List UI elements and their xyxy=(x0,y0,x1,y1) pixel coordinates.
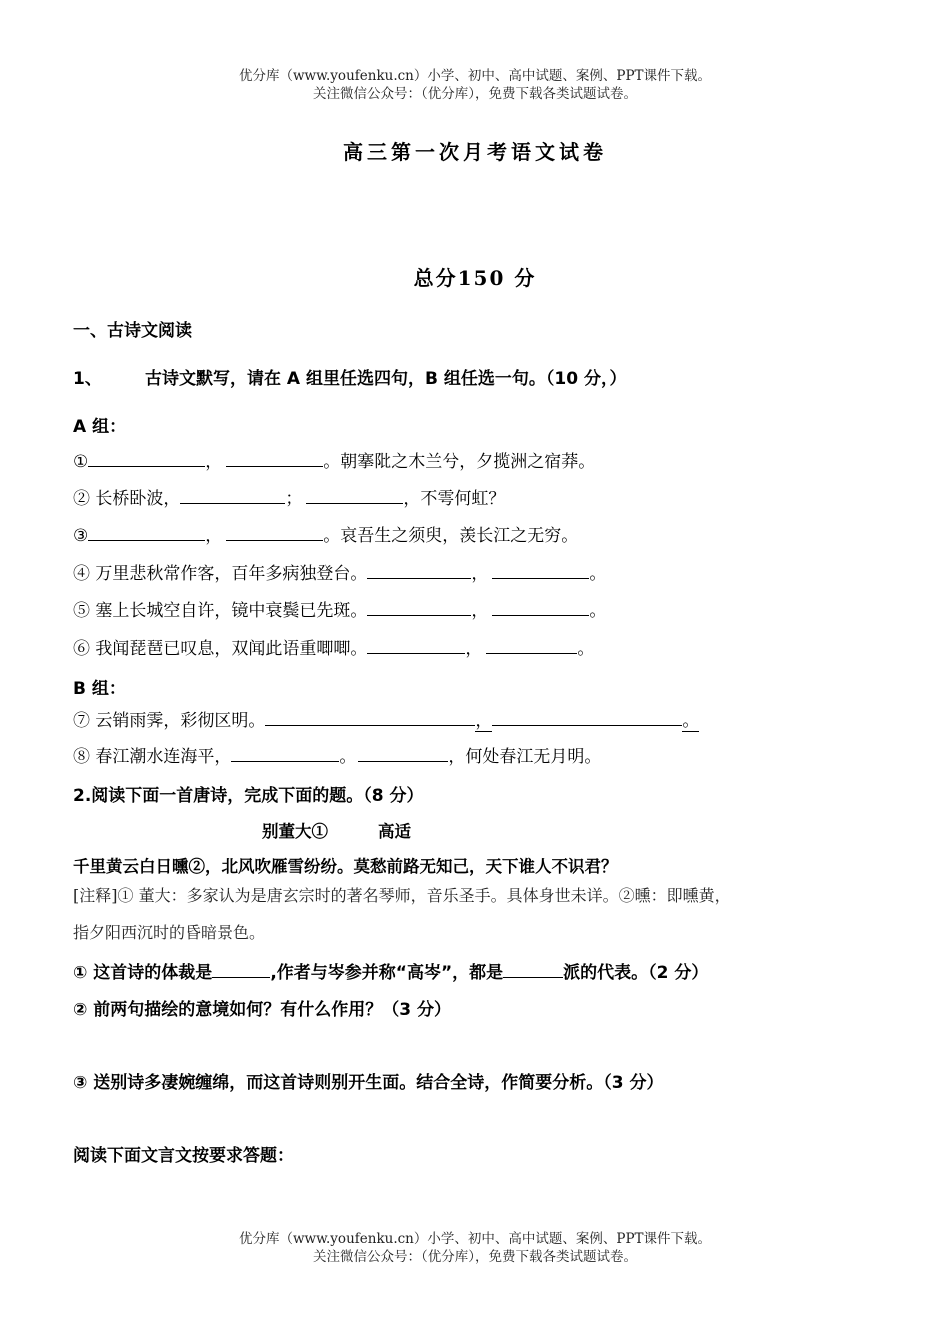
item-separator: ； xyxy=(285,489,303,509)
item-mark: ④ xyxy=(73,564,90,584)
q3-intro: 阅读下面文言文按要求答题： xyxy=(73,1146,294,1166)
item-a4 xyxy=(73,560,606,586)
q2-sub1 xyxy=(73,958,708,983)
footer-line-2: 关注微信公众号：（优分库），免费下载各类试题试卷。 xyxy=(313,1249,637,1265)
item-tail: 。 xyxy=(682,711,700,731)
item-tail: 。 xyxy=(589,564,607,584)
item-separator: ， xyxy=(471,564,489,584)
footer-line-1: 优分库（www.youfenku.cn）小学、初中、高中试题、案例、PPT课件下载。 xyxy=(238,1231,712,1247)
answer-blank[interactable] xyxy=(265,707,475,726)
group-a-label: A 组： xyxy=(73,417,127,437)
q2-sub3: ③ 送别诗多凄婉缠绵，而这首诗则别开生面。结合全诗，作简要分析。（3 分） xyxy=(73,1073,664,1093)
item-head: 云销雨霁，彩彻区明。 xyxy=(90,711,266,731)
answer-blank[interactable] xyxy=(367,597,471,616)
answer-blank[interactable] xyxy=(503,959,563,978)
q1-number: 1、 xyxy=(73,369,102,389)
answer-blank[interactable] xyxy=(492,707,682,726)
answer-blank[interactable] xyxy=(88,522,205,541)
answer-blank[interactable] xyxy=(226,448,323,467)
item-head: 塞上长城空自许，镜中衰鬓已先斑。 xyxy=(90,601,368,621)
answer-blank[interactable] xyxy=(486,635,577,654)
total-score: 总分150 分 xyxy=(413,266,537,290)
item-separator: ， xyxy=(471,601,489,621)
item-tail: 。哀吾生之须臾，羡长江之无穷。 xyxy=(323,526,579,546)
item-tail: ，何处春江无月明。 xyxy=(448,747,602,767)
item-separator: ， xyxy=(465,639,483,659)
item-head: 春江潮水连海平， xyxy=(90,747,232,767)
note-line-1: [注释]① 董大：多家认为是唐玄宗时的著名琴师，音乐圣手。具体身世未详。②曛：即曛黄， xyxy=(73,886,731,905)
item-a2 xyxy=(73,485,505,511)
item-a3 xyxy=(73,522,578,548)
item-mark: ③ xyxy=(73,526,89,546)
item-mark: ① xyxy=(73,452,89,472)
item-mark: ⑦ xyxy=(73,711,90,731)
item-mark: ⑥ xyxy=(73,639,90,659)
item-tail: 。朝搴阰之木兰兮，夕揽洲之宿莽。 xyxy=(323,452,596,472)
item-separator: ， xyxy=(475,711,493,731)
item-separator: ， xyxy=(205,452,223,472)
q1-prompt: 古诗文默写，请在 A 组里任选四句，B 组任选一句。（10 分，） xyxy=(145,369,627,389)
item-head: 我闻琵琶已叹息，双闻此语重唧唧。 xyxy=(90,639,368,659)
answer-blank[interactable] xyxy=(231,743,339,762)
item-mark: ⑤ xyxy=(73,601,90,621)
item-a5 xyxy=(73,597,606,623)
page-title: 高三第一次月考语文试卷 xyxy=(343,140,607,164)
item-b8 xyxy=(73,743,601,769)
item-tail: 。 xyxy=(577,639,595,659)
sub1-part-c: 派的代表。（2 分） xyxy=(563,963,709,983)
q2-sub2: ② 前两句描绘的意境如何？有什么作用？（3 分） xyxy=(73,1000,452,1020)
item-mark: ⑧ xyxy=(73,747,90,767)
item-a1 xyxy=(73,448,595,474)
item-b7 xyxy=(73,707,699,733)
q2-prompt: 2.阅读下面一首唐诗，完成下面的题。（8 分） xyxy=(73,786,424,806)
header-line-2: 关注微信公众号：（优分库），免费下载各类试题试卷。 xyxy=(313,86,637,102)
item-tail: ，不雩何虹？ xyxy=(403,489,506,509)
item-head: 万里悲秋常作客，百年多病独登台。 xyxy=(90,564,368,584)
sub1-part-b: ,作者与岑参并称“高岑”，都是 xyxy=(270,963,504,983)
answer-blank[interactable] xyxy=(306,485,403,504)
answer-blank[interactable] xyxy=(180,485,285,504)
item-head: 长桥卧波， xyxy=(90,489,181,509)
item-mark: ② xyxy=(73,489,90,509)
note-line-2: 指夕阳西沉时的昏暗景色。 xyxy=(73,923,266,942)
answer-blank[interactable] xyxy=(492,597,589,616)
group-b-label: B 组： xyxy=(73,679,126,699)
answer-blank[interactable] xyxy=(367,635,465,654)
answer-blank[interactable] xyxy=(367,560,471,579)
answer-blank[interactable] xyxy=(88,448,205,467)
sub1-part-a: ① 这首诗的体裁是 xyxy=(73,963,213,983)
header-line-1: 优分库（www.youfenku.cn）小学、初中、高中试题、案例、PPT课件下载。 xyxy=(238,68,712,84)
poem-author: 高适 xyxy=(378,822,411,841)
item-separator: ， xyxy=(205,526,223,546)
answer-blank[interactable] xyxy=(212,959,270,978)
item-a6 xyxy=(73,635,594,661)
section-heading: 一、古诗文阅读 xyxy=(73,321,192,341)
poem-title: 别董大① xyxy=(262,822,328,841)
answer-blank[interactable] xyxy=(492,560,589,579)
answer-blank[interactable] xyxy=(358,743,448,762)
answer-blank[interactable] xyxy=(226,522,323,541)
item-tail: 。 xyxy=(589,601,607,621)
item-separator: 。 xyxy=(339,747,357,767)
poem-text: 千里黄云白日曛②，北风吹雁雪纷纷。莫愁前路无知己，天下谁人不识君？ xyxy=(73,857,618,876)
